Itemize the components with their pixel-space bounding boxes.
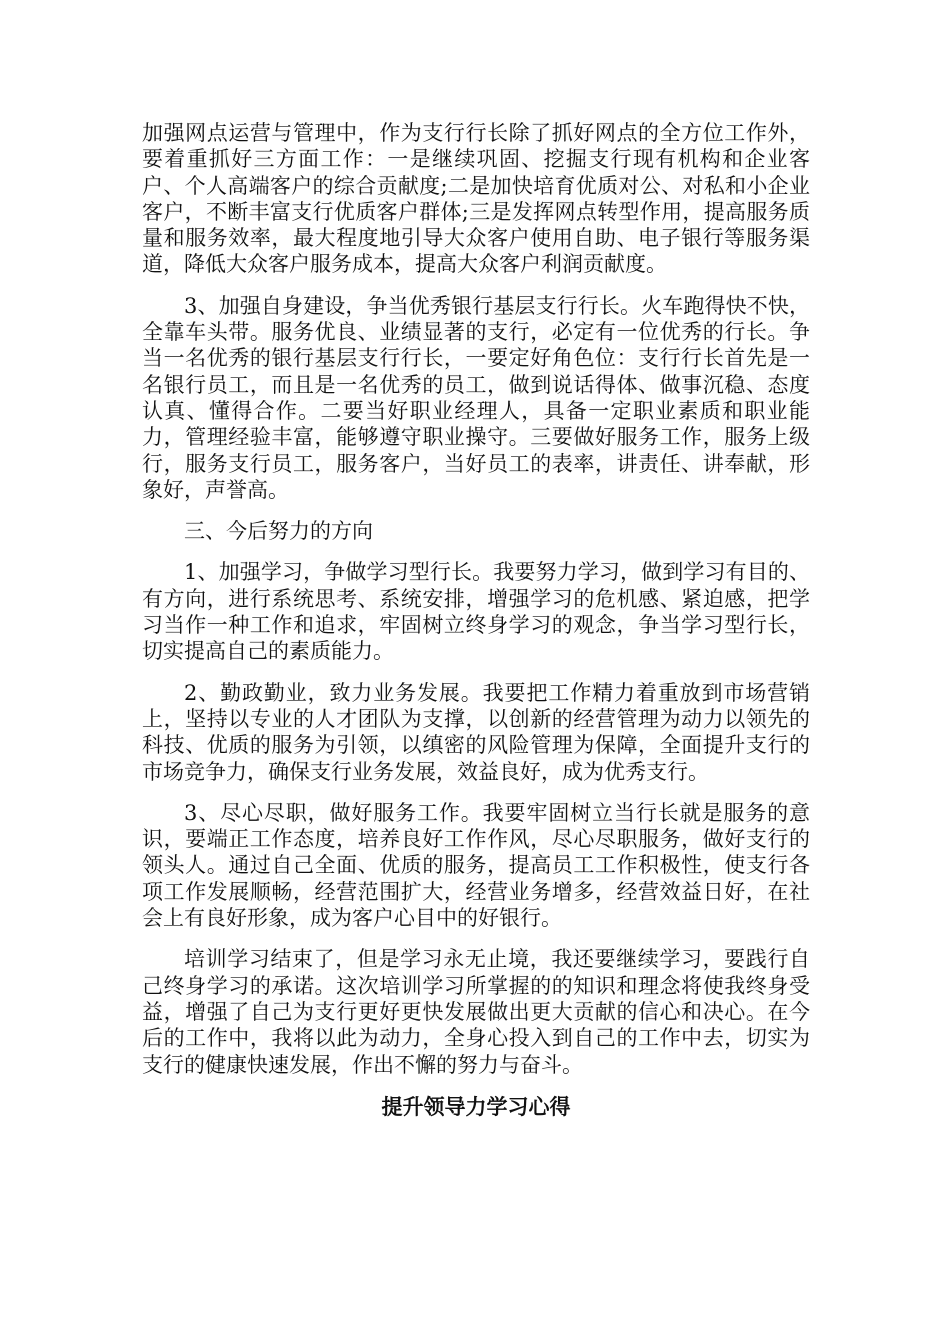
- paragraph-conclusion: 培训学习结束了，但是学习永无止境，我还要继续学习，要践行自己终身学习的承诺。这次培训学习所掌握的的知识和理念将使我终身受益，增强了自己为支行更好更快发展做出更大贡献的信心和决心。在今后的工作中，我将以此为动力，全身心投入到自己的工作中去，切实为支行的健康快速发展，作出不懈的努力与奋斗。: [142, 947, 810, 1077]
- paragraph-self-development: 3、加强自身建设，争当优秀银行基层支行行长。火车跑得快不快，全靠车头带。服务优良、业绩显著的支行，必定有一位优秀的行长。争当一名优秀的银行基层支行行长，一要定好角色位：支行行长首先是一名银行员工，而且是一名优秀的员工，做到说话得体、做事沉稳、态度认真、懂得合作。二要当好职业经理人，具备一定职业素质和职业能力，管理经验丰富，能够遵守职业操守。三要做好服务工作，服务上级行，服务支行员工，服务客户，当好员工的表率，讲责任、讲奉献，形象好，声誉高。: [142, 293, 810, 502]
- paragraph-branch-operations: 加强网点运营与管理中，作为支行行长除了抓好网点的全方位工作外，要着重抓好三方面工作：一是继续巩固、挖掘支行现有机构和企业客户、个人高端客户的综合贡献度;二是加快培育优质对公、对私和小企业客户，不断丰富支行优质客户群体;三是发挥网点转型作用，提高服务质量和服务效率，最大程度地引导大众客户使用自助、电子银行等服务渠道，降低大众客户服务成本，提高大众客户利润贡献度。: [142, 121, 810, 277]
- document-page: [142, 120, 810, 1121]
- section-heading-future-direction: 三、今后努力的方向: [184, 519, 373, 544]
- paragraph-service-work: 3、尽心尽职，做好服务工作。我要牢固树立当行长就是服务的意识，要端正工作态度，培养良好工作作风，尽心尽职服务，做好支行的领头人。通过自己全面、优质的服务，提高员工工作积极性，使支行各项工作发展顺畅，经营范围扩大，经营业务增多，经营效益日好，在社会上有良好形象，成为客户心目中的好银行。: [142, 800, 810, 931]
- paragraph-business-development: 2、勤政勤业，致力业务发展。我要把工作精力着重放到市场营销上，坚持以专业的人才团队为支撑，以创新的经营管理为动力以领先的科技、优质的服务为引领，以缜密的风险管理为保障，全面提升支行的市场竞争力，确保支行业务发展，效益良好，成为优秀支行。: [142, 680, 810, 784]
- document-title: 提升领导力学习心得: [381, 1094, 571, 1119]
- paragraph-learning: 1、加强学习，争做学习型行长。我要努力学习，做到学习有目的、有方向，进行系统思考、系统安排，增强学习的危机感、紧迫感，把学习当作一种工作和追求，牢固树立终身学习的观念，争当学习型行长，切实提高自己的素质能力。: [142, 560, 810, 664]
